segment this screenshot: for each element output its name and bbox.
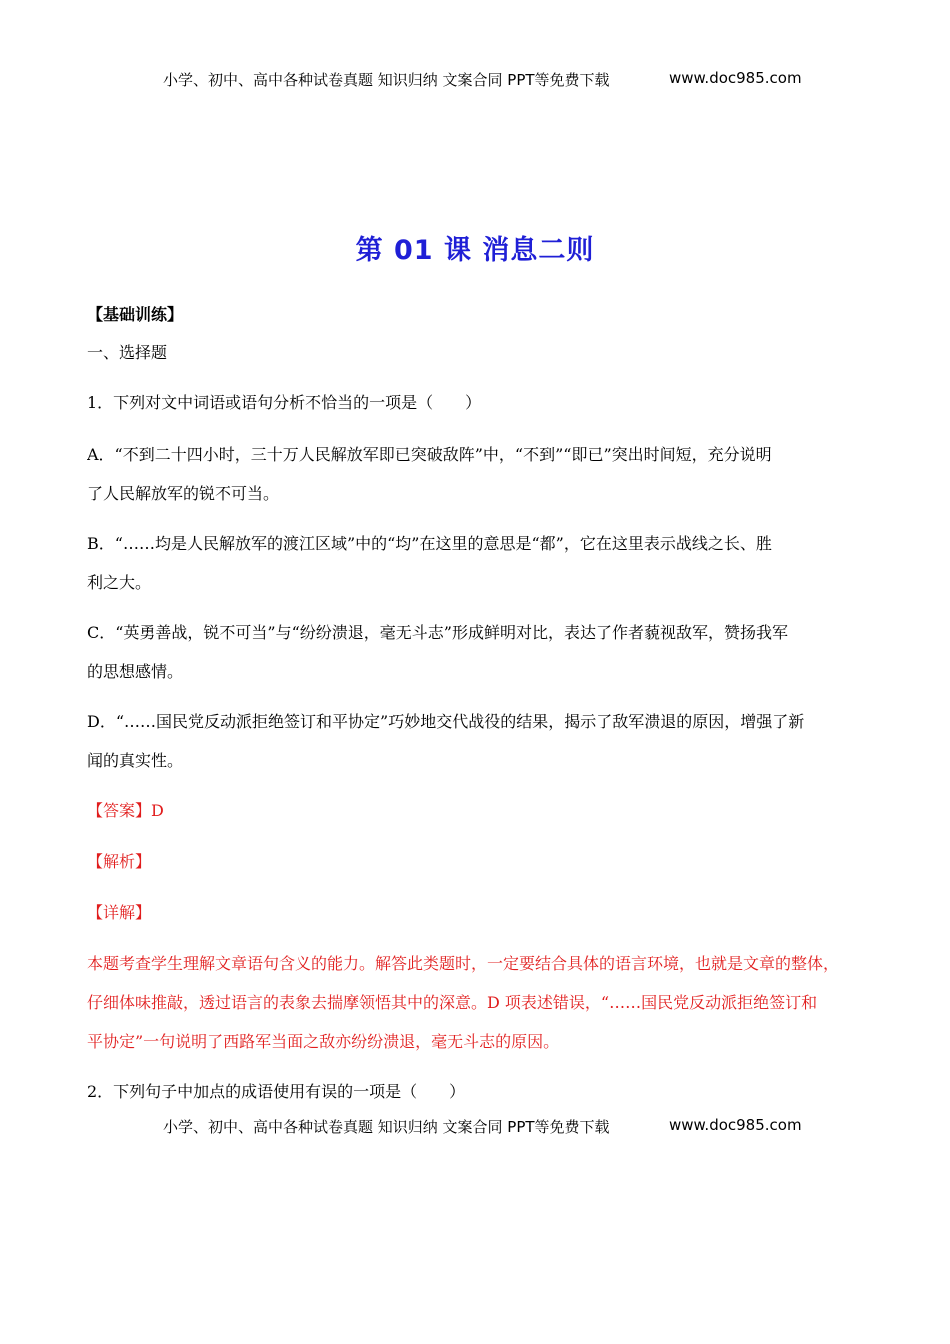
option-b-line1: B．“……均是人民解放军的渡江区域”中的“均”在这里的意思是“都”，它在这里表示战线之长、胜: [87, 534, 772, 553]
footer-url[interactable]: www.doc985.com: [669, 1116, 802, 1134]
option-d-line1: D．“……国民党反动派拒绝签订和平协定”巧妙地交代战役的结果，揭示了敌军溃退的原因，增强了新: [87, 712, 805, 731]
option-c-line1: C．“英勇善战，锐不可当”与“纷纷溃退，毫无斗志”形成鲜明对比，表达了作者藐视敌军，赞扬我军: [87, 623, 788, 642]
option-a-line1: A．“不到二十四小时，三十万人民解放军即已突破敌阵”中，“不到”“即已”突出时间短，充分说明: [87, 445, 772, 464]
footer-text: 小学、初中、高中各种试卷真题 知识归纳 文案合同 PPT等免费下载: [163, 1118, 610, 1136]
option-b-line2: 利之大。: [87, 573, 152, 592]
question-2-stem: 2．下列句子中加点的成语使用有误的一项是（ ）: [87, 1082, 466, 1101]
page-title: 第 01 课 消息二则: [355, 235, 595, 266]
detail-line-2: 仔细体味推敲，透过语言的表象去揣摩领悟其中的深意。D 项表述错误，“……国民党反动派拒绝签订和: [87, 993, 818, 1012]
analysis-label: 【解析】: [87, 852, 152, 871]
section-heading: 【基础训练】: [87, 305, 184, 324]
header-text: 小学、初中、高中各种试卷真题 知识归纳 文案合同 PPT等免费下载: [163, 71, 610, 89]
subsection-heading: 一、选择题: [87, 343, 168, 362]
option-d-line2: 闻的真实性。: [87, 751, 184, 770]
detail-line-3: 平协定”一句说明了西路军当面之敌亦纷纷溃退，毫无斗志的原因。: [87, 1032, 560, 1051]
question-1-stem: 1．下列对文中词语或语句分析不恰当的一项是（ ）: [87, 393, 482, 412]
option-c-line2: 的思想感情。: [87, 662, 184, 681]
detail-line-1: 本题考查学生理解文章语句含义的能力。解答此类题时，一定要结合具体的语言环境，也就是文章的整体，: [87, 954, 840, 973]
answer-label: 【答案】D: [87, 801, 164, 820]
detail-label: 【详解】: [87, 903, 152, 922]
header-url[interactable]: www.doc985.com: [669, 69, 802, 87]
option-a-line2: 了人民解放军的锐不可当。: [87, 484, 280, 503]
